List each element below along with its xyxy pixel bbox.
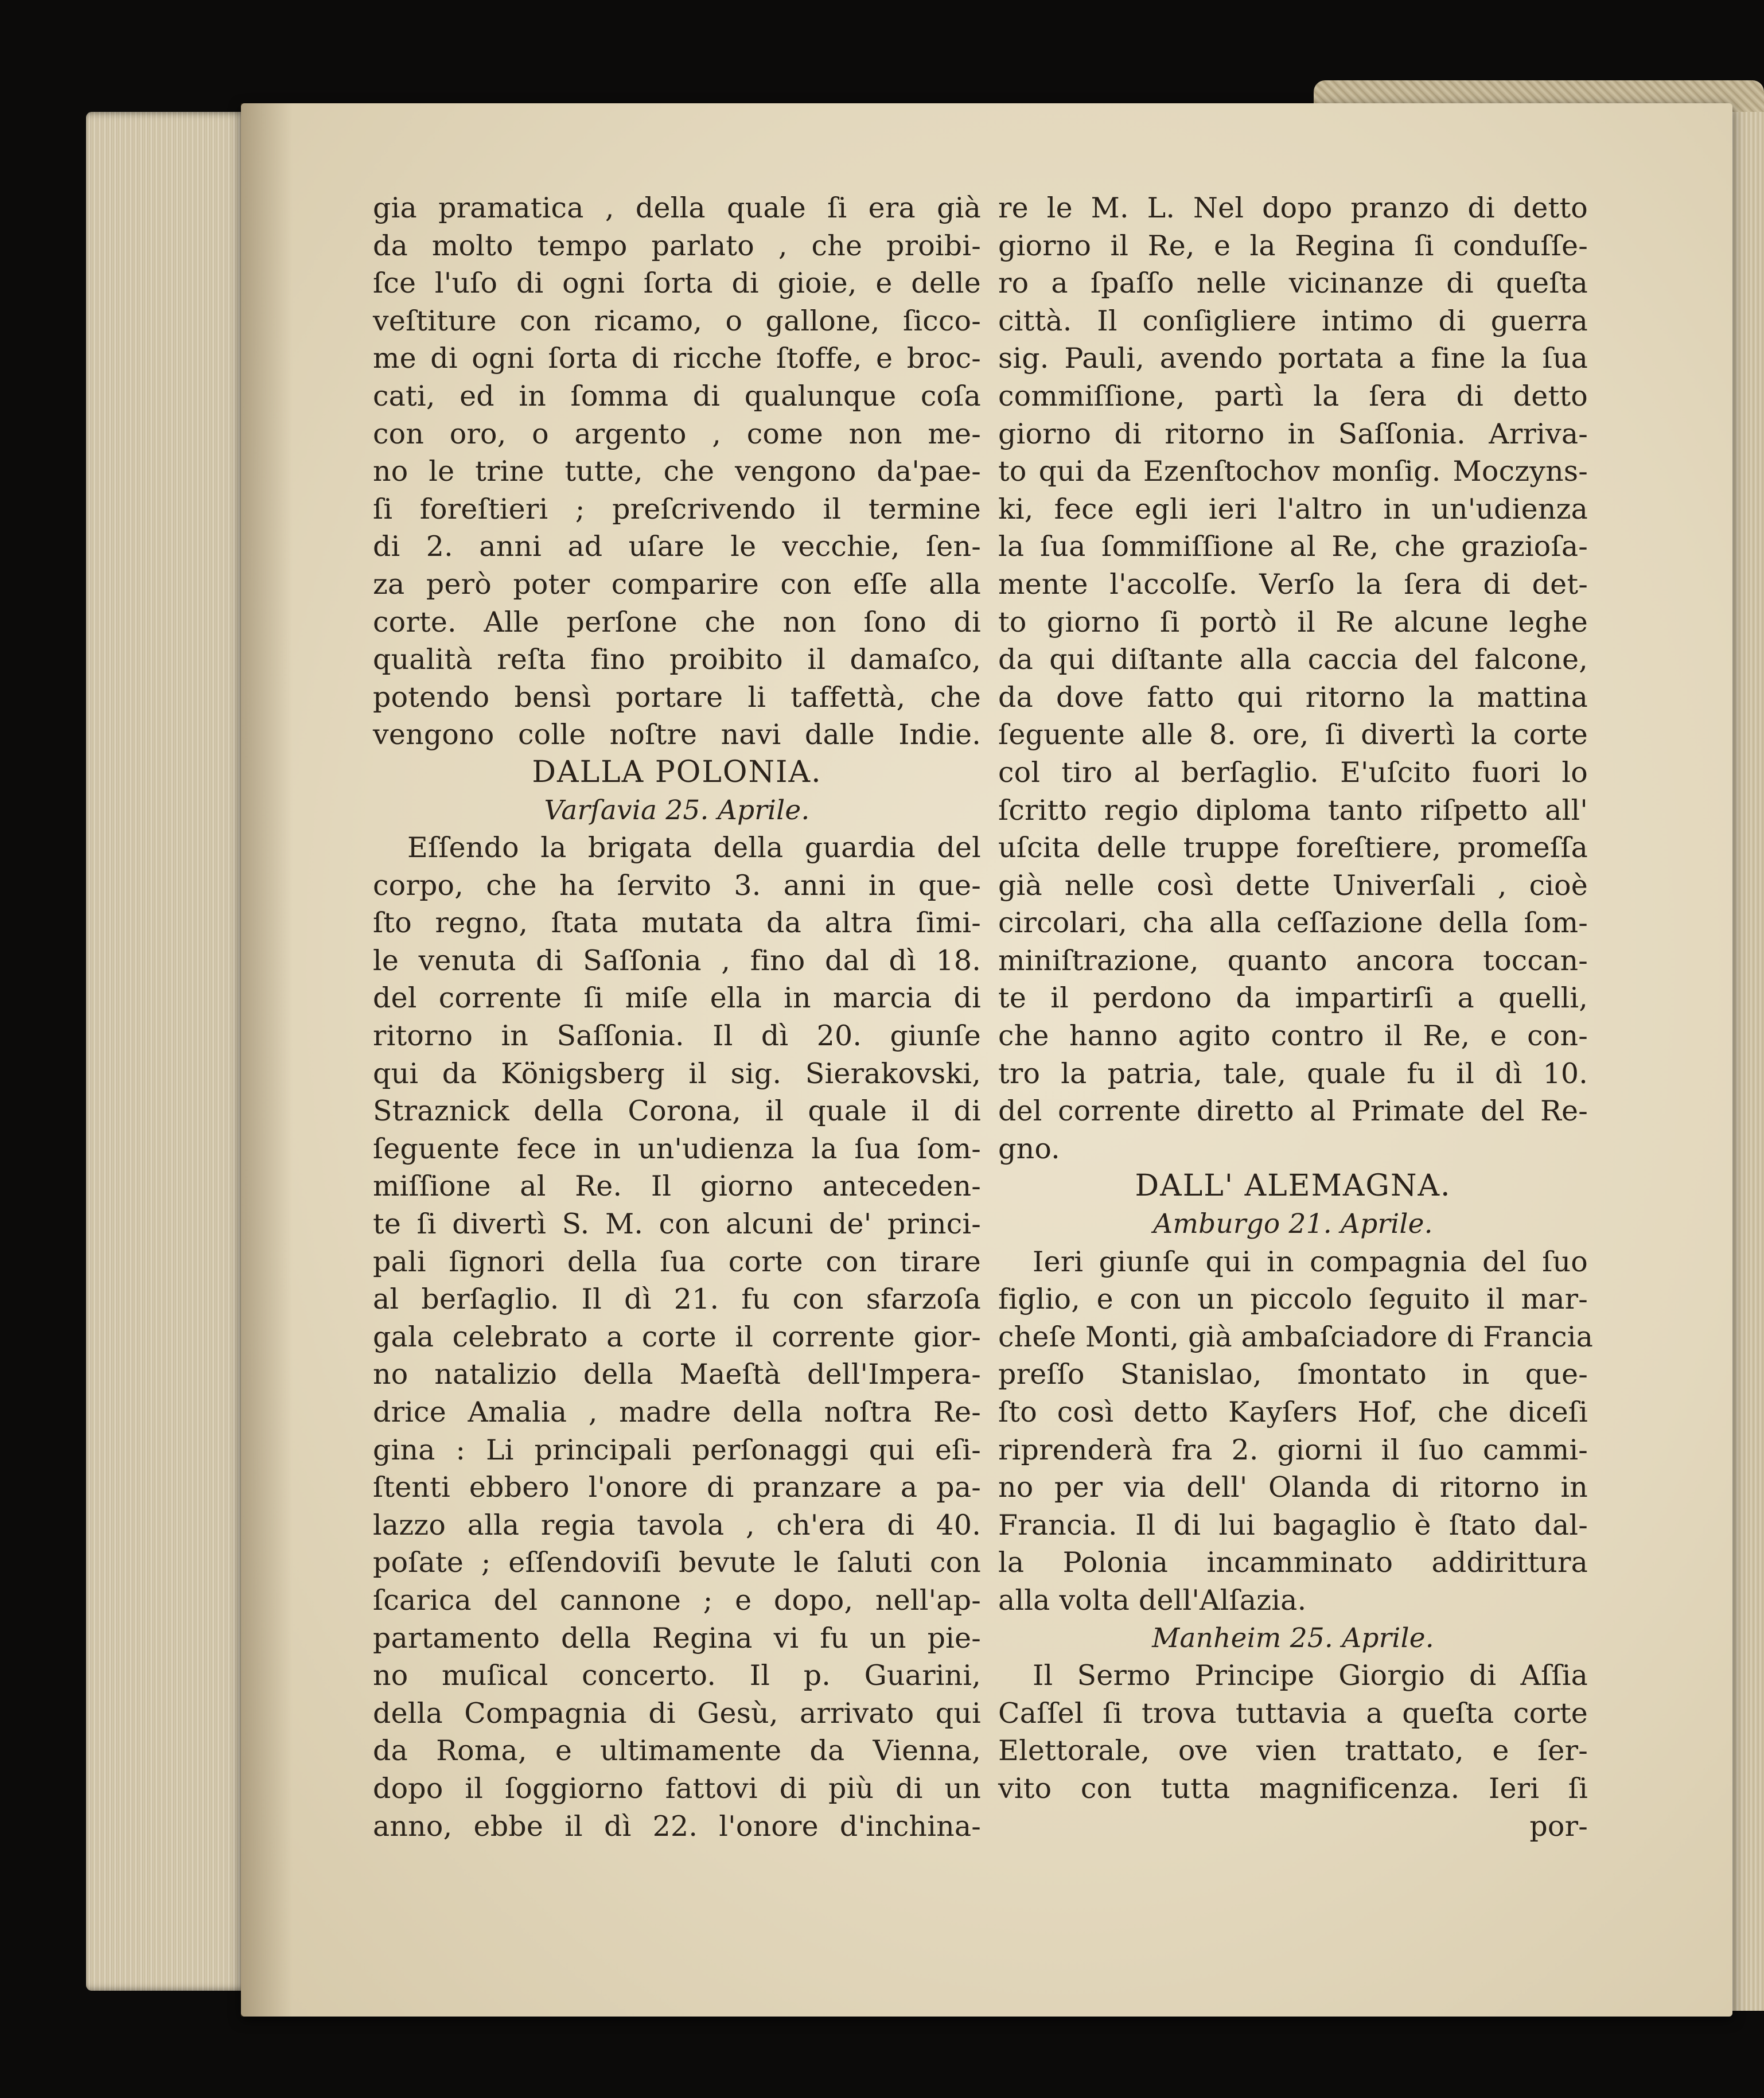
text-line: corpo, che ha ſervito 3. anni in que- bbox=[373, 869, 981, 902]
text-line: qualità reſta fino proibito il damaſco, bbox=[373, 643, 981, 676]
text-line: cheſe Monti, già ambaſciadore di Francia bbox=[998, 1320, 1593, 1353]
text-line: Straznick della Corona, il quale il di bbox=[373, 1095, 981, 1128]
dateline-amburgo: Amburgo 21. Aprile. bbox=[1153, 1208, 1433, 1240]
text-line: anno, ebbe il dì 22. l'onore d'inchina- bbox=[373, 1809, 981, 1843]
text-line: di 2. anni ad uſare le vecchie, ſen- bbox=[373, 530, 981, 563]
text-line: te ſi divertì S. M. con alcuni de' princi- bbox=[373, 1208, 981, 1241]
text-line: no per via dell' Olanda di ritorno in bbox=[998, 1471, 1588, 1504]
text-line: za però poter comparire con eſſe alla bbox=[373, 567, 981, 601]
text-line: ſeguente fece in un'udienza la ſua ſom- bbox=[373, 1132, 981, 1165]
text-line: veſtiture con ricamo, o gallone, ſicco- bbox=[373, 304, 981, 337]
text-line: ſto regno, ſtata mutata da altra ſimi- bbox=[373, 906, 981, 940]
right-column bbox=[998, 189, 1593, 1845]
text-line: gno. bbox=[998, 1132, 1060, 1165]
text-line: corte. Alle perſone che non ſono di bbox=[373, 605, 981, 639]
text-line: potendo bensì portare li taffettà, che bbox=[373, 680, 981, 714]
text-line: del corrente diretto al Primate del Re- bbox=[998, 1095, 1588, 1128]
text-line: la ſua ſommiſſione al Re, che grazioſa- bbox=[998, 530, 1588, 563]
text-line: tro la patria, tale, quale fu il dì 10. bbox=[998, 1057, 1588, 1090]
text-line: da Roma, e ultimamente da Vienna, bbox=[373, 1734, 981, 1768]
text-line: no le trine tutte, che vengono da'pae- bbox=[373, 455, 981, 488]
text-line: al berſaglio. Il dì 21. fu con sfarzoſa bbox=[373, 1283, 981, 1316]
text-line: to qui da Ezenſtochov monſig. Moczyns- bbox=[998, 455, 1588, 488]
text-line: sig. Pauli, avendo portata a fine la ſua bbox=[998, 342, 1588, 375]
text-line: con oro, o argento , come non me- bbox=[373, 417, 981, 450]
text-line: che hanno agito contro il Re, e con- bbox=[998, 1019, 1588, 1053]
text-line: ſce l'uſo di ogni ſorta di gioie, e delle bbox=[373, 267, 981, 300]
text-line: poſate ; eſſendoviſi bevute le ſaluti con bbox=[373, 1546, 981, 1579]
text-line: gala celebrato a corte il corrente gior- bbox=[373, 1320, 981, 1353]
text-line: drice Amalia , madre della noſtra Re- bbox=[373, 1396, 981, 1428]
text-line: Caſſel ſi trova tuttavia a queſta corte bbox=[998, 1696, 1588, 1730]
text-line: col tiro al berſaglio. E'uſcito fuori lo bbox=[998, 756, 1588, 789]
text-line: ſcarica del cannone ; e dopo, nell'ap- bbox=[373, 1583, 981, 1617]
text-line: uſcita delle truppe foreſtiere, promeſſa bbox=[998, 831, 1588, 865]
text-line: alla volta dell'Alſazia. bbox=[998, 1583, 1307, 1617]
text-line: miſſione al Re. Il giorno anteceden- bbox=[373, 1170, 981, 1203]
text-line: ſeguente alle 8. ore, ſi divertì la corte bbox=[998, 718, 1588, 752]
catchword: por- bbox=[1529, 1809, 1588, 1843]
text-line: gia pramatica , della quale ſi era già bbox=[373, 192, 981, 224]
text-line: giorno il Re, e la Regina ſi conduſſe- bbox=[998, 229, 1588, 262]
text-line: della Compagnia di Gesù, arrivato qui bbox=[373, 1696, 981, 1730]
text-line: da dove fatto qui ritorno la mattina bbox=[998, 680, 1588, 714]
text-line: commiſſione, partì la ſera di detto bbox=[998, 379, 1588, 412]
text-line: ſi foreſtieri ; preſcrivendo il termine bbox=[373, 492, 981, 526]
text-line: da qui diſtante alla caccia del falcone, bbox=[998, 643, 1588, 676]
text-line: partamento della Regina vi fu un pie- bbox=[373, 1621, 981, 1655]
text-line: dopo il ſoggiorno fattovi di più di un bbox=[373, 1772, 981, 1805]
text-line: gina : Li principali perſonaggi qui eſi- bbox=[373, 1433, 981, 1466]
text-line: ro a ſpaſſo nelle vicinanze di queſta bbox=[998, 267, 1588, 300]
text-line: circolari, cha alla ceſſazione della ſom- bbox=[998, 906, 1588, 940]
text-line: Francia. Il di lui bagaglio è ſtato dal- bbox=[998, 1508, 1588, 1542]
text-line: le venuta di Saſſonia , fino dal dì 18. bbox=[373, 944, 981, 977]
text-line: te il perdono da impartirſi a quelli, bbox=[998, 982, 1588, 1015]
text-line: da molto tempo parlato , che proibi- bbox=[373, 229, 981, 262]
text-line: preſſo Stanislao, ſmontato in que- bbox=[998, 1358, 1588, 1391]
text-line: ſto così detto Kayſers Hof, che diceſi bbox=[998, 1396, 1588, 1428]
section-heading-polonia: DALLA POLONIA. bbox=[532, 754, 822, 789]
text-line: qui da Königsberg il sig. Sierakovski, bbox=[373, 1057, 981, 1090]
text-line: to giorno ſi portò il Re alcune leghe bbox=[998, 605, 1588, 639]
text-line: la Polonia incamminato addirittura bbox=[998, 1546, 1588, 1579]
text-line: Elettorale, ove vien trattato, e ſer- bbox=[998, 1734, 1588, 1768]
text-line: ki, fece egli ieri l'altro in un'udienza bbox=[998, 492, 1588, 526]
text-line: no natalizio della Maeſtà dell'Impera- bbox=[373, 1358, 981, 1391]
text-line: Il Sermo Principe Giorgio di Aſſia bbox=[1033, 1659, 1588, 1692]
text-line: no muſical concerto. Il p. Guarini, bbox=[373, 1659, 981, 1692]
gutter-shadow bbox=[241, 103, 293, 2017]
left-column bbox=[373, 189, 981, 1845]
left-page-edges bbox=[86, 112, 252, 1991]
text-line: riprenderà fra 2. giorni il ſuo cammi- bbox=[998, 1433, 1588, 1466]
dateline-varsavia: Varſavia 25. Aprile. bbox=[544, 794, 810, 826]
text-line: giorno di ritorno in Saſſonia. Arriva- bbox=[998, 417, 1588, 450]
text-line: vengono colle noſtre navi dalle Indie. bbox=[373, 718, 981, 752]
dateline-manheim: Manheim 25. Aprile. bbox=[1152, 1622, 1434, 1654]
section-heading-alemagna: DALL' ALEMAGNA. bbox=[1135, 1169, 1451, 1204]
text-line: figlio, e con un piccolo ſeguito il mar- bbox=[998, 1283, 1588, 1316]
text-line: Ieri giunſe qui in compagnia del ſuo bbox=[1033, 1245, 1588, 1278]
text-line: ſtenti ebbero l'onore di pranzare a pa- bbox=[373, 1471, 981, 1504]
text-line: Eſſendo la brigata della guardia del bbox=[407, 831, 981, 865]
text-line: mente l'accolſe. Verſo la ſera di det- bbox=[998, 567, 1588, 601]
text-line: vito con tutta magnificenza. Ieri ſi bbox=[998, 1772, 1588, 1805]
text-line: cati, ed in ſomma di qualunque coſa bbox=[373, 379, 981, 412]
text-line: pali ſignori della ſua corte con tirare bbox=[373, 1245, 981, 1278]
text-line: me di ogni ſorta di ricche ſtoffe, e broc- bbox=[373, 342, 981, 375]
text-line: ritorno in Saſſonia. Il dì 20. giunſe bbox=[373, 1019, 981, 1053]
text-line: miniſtrazione, quanto ancora toccan- bbox=[998, 944, 1588, 977]
text-line: città. Il conſigliere intimo di guerra bbox=[998, 304, 1588, 337]
text-line: re le M. L. Nel dopo pranzo di detto bbox=[998, 192, 1588, 224]
text-line: del corrente ſi miſe ella in marcia di bbox=[373, 982, 981, 1015]
text-line: già nelle così dette Univerſali , cioè bbox=[998, 869, 1588, 902]
text-line: lazzo alla regia tavola , ch'era di 40. bbox=[373, 1508, 981, 1542]
text-line: ſcritto regio diploma tanto riſpetto all' bbox=[998, 793, 1588, 827]
